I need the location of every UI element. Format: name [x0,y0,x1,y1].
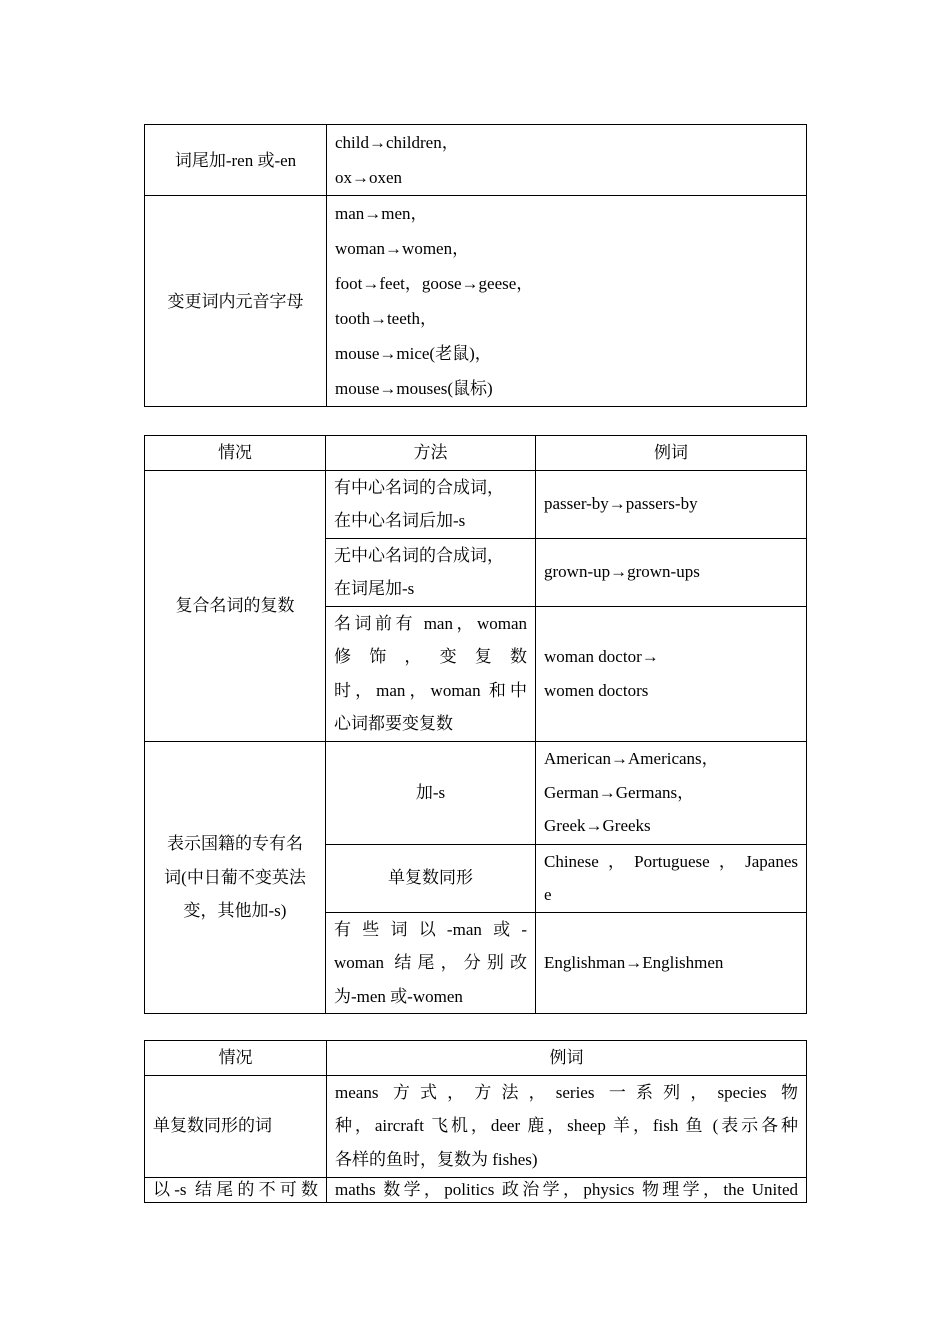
example-line: mouse→mouses(鼠标) [335,379,493,398]
example-cell [536,470,807,538]
situation-cell: 词尾加-ren 或-en [145,125,327,196]
method-cell [326,912,536,1014]
method-line: 在中心名词后加-s [334,511,466,530]
example-cell [536,912,807,1014]
column-header-method: 方法 [326,436,536,471]
table-row [145,741,807,844]
method-line: woman 结尾，分别改 [334,953,527,972]
examples-cell: maths 数学，politics 政治学，physics 物理学，the United [327,1177,807,1202]
example-line: Chinese，Portuguese，Japanes [544,851,798,871]
method-cell [326,470,536,538]
situation-line: 词(中日葡不变英法 [164,867,306,887]
example-line: woman doctor→ [544,647,659,666]
method-line: 无中心名词的合成词， [334,545,504,565]
example-line: women doctors [544,680,649,700]
method-line: 有中心名词的合成词， [334,477,504,497]
plural-rules-table-1 [144,124,807,407]
table-row [145,1177,807,1202]
table-header-row [145,436,807,471]
table-row [145,196,807,407]
column-header-situation: 情况 [145,1041,327,1076]
method-line: 为-men 或-women [334,986,463,1006]
example-line: 种，aircraft 飞机，deer 鹿，sheep 羊，fish 鱼 (表示各种 [335,1116,798,1136]
situation-cell: 变更词内元音字母 [145,196,327,407]
example-line: woman→women， [335,239,470,258]
situation-cell: 单复数同形的词 [145,1075,327,1177]
examples-cell [327,196,807,407]
example-line: child→children， [335,133,459,152]
example-line: American→Americans， [544,749,719,769]
situation-cell: 以-s 结尾的不可数 [145,1177,327,1202]
example-line: man→men， [335,204,428,223]
example-cell [536,538,807,606]
method-cell: 加-s [326,741,536,844]
example-line: Greek→Greeks [544,816,651,836]
example-line: foot→feet，goose→geese， [335,274,534,293]
table-row [145,470,807,538]
example-line: e [544,885,552,904]
method-line: 在词尾加-s [334,579,415,598]
example-line: mouse→mice(老鼠)， [335,344,492,363]
situation-line: 变，其他加-s) [183,901,287,920]
situation-line: 表示国籍的专有名 [167,834,303,853]
example-line: 各样的鱼时，复数为 fishes) [335,1149,538,1169]
method-line: 时，man，woman 和中 [334,680,527,700]
method-line: 修饰，变复数 [334,647,527,666]
plural-rules-table-2 [144,435,807,1014]
method-cell [326,606,536,741]
method-line: 名词前有 man，woman [334,613,527,633]
example-cell [536,844,807,912]
method-line: 心词都要变复数 [334,714,453,733]
situation-cell: 复合名词的复数 [145,470,326,741]
method-cell [326,538,536,606]
example-line: grown-up→grown-ups [544,562,700,582]
example-line: German→Germans， [544,782,695,802]
column-header-example: 例词 [327,1041,807,1076]
method-line: 有些词以-man或- [334,919,527,939]
example-cell [536,606,807,741]
example-line: passer-by→passers-by [544,494,698,514]
example-line: ox→oxen [335,168,403,187]
column-header-situation: 情况 [145,436,326,471]
example-cell [536,741,807,844]
column-header-example: 例词 [536,436,807,471]
examples-cell [327,125,807,196]
example-line: tooth→teeth， [335,309,437,328]
situation-cell [145,741,326,1014]
table-header-row [145,1041,807,1076]
table-row [145,1075,807,1177]
examples-cell [327,1075,807,1177]
table-row [145,125,807,196]
example-line: means 方式，方法，series 一系列，species 物 [335,1082,798,1102]
plural-rules-table-3 [144,1040,807,1203]
method-cell: 单复数同形 [326,844,536,912]
example-line: Englishman→Englishmen [544,953,724,972]
